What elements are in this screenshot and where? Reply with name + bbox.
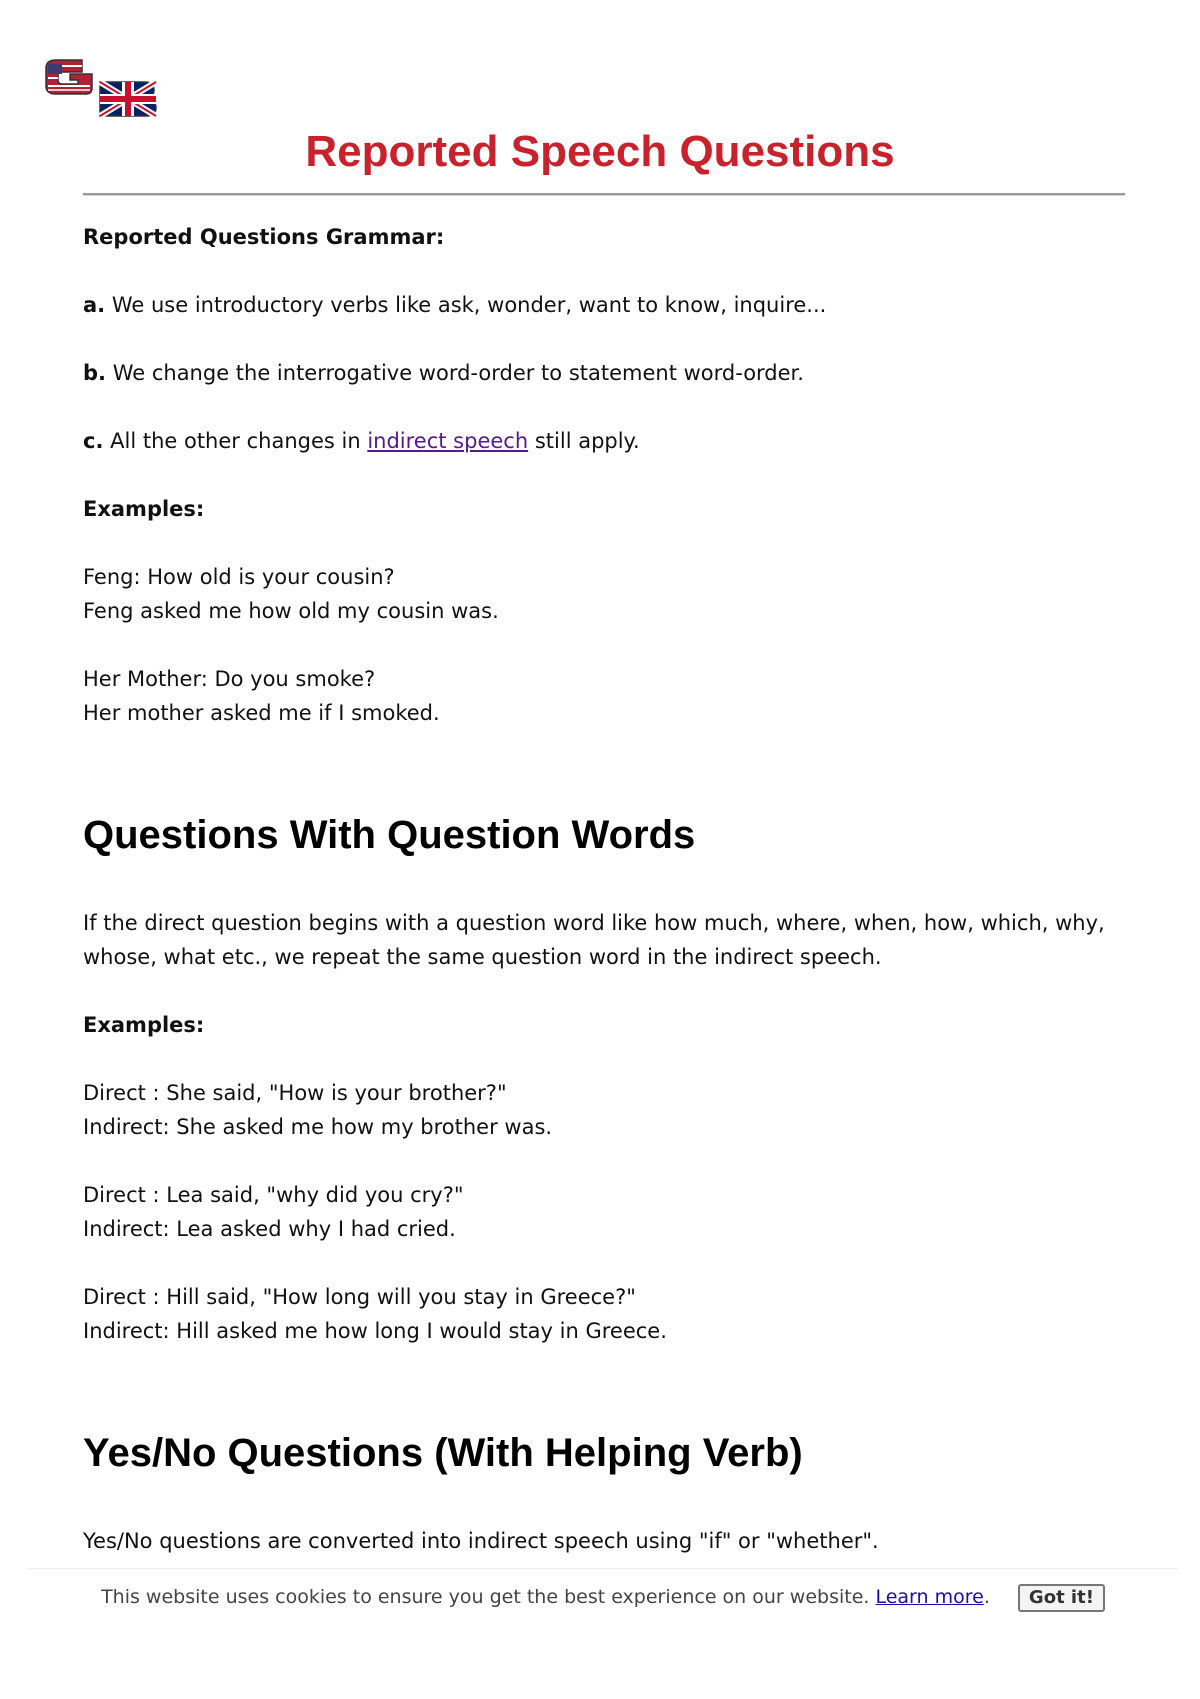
section-heading-yes-no: Yes/No Questions (With Helping Verb) bbox=[83, 1431, 803, 1475]
site-logo[interactable] bbox=[42, 58, 160, 118]
rule-b bbox=[83, 356, 1133, 390]
example-direct: Direct : Lea said, "why did you cry?" bbox=[83, 1183, 464, 1207]
rule-text: We use introductory verbs like ask, wonder, want to know, inquire... bbox=[111, 293, 827, 317]
gb-flag-logo-icon bbox=[42, 58, 160, 118]
grammar-heading: Reported Questions Grammar: bbox=[83, 225, 445, 249]
example-pair bbox=[83, 560, 1133, 628]
page-title: Reported Speech Questions bbox=[305, 127, 895, 176]
rule-marker: c. bbox=[83, 429, 104, 453]
got-it-button[interactable]: Got it! bbox=[1018, 1584, 1105, 1612]
cookie-banner bbox=[28, 1568, 1178, 1625]
example-direct: Feng: How old is your cousin? bbox=[83, 565, 395, 589]
cookie-message: This website uses cookies to ensure you get the best experience on our website. bbox=[101, 1586, 870, 1608]
cookie-dot: . bbox=[983, 1586, 990, 1608]
section-heading-question-words: Questions With Question Words bbox=[83, 813, 696, 857]
rule-marker: a. bbox=[83, 293, 106, 317]
article-content bbox=[83, 220, 1133, 1592]
indirect-speech-link[interactable]: indirect speech bbox=[367, 429, 529, 453]
example-indirect: Indirect: She asked me how my brother was. bbox=[83, 1115, 553, 1139]
learn-more-link[interactable]: Learn more bbox=[875, 1586, 984, 1608]
example-pair bbox=[83, 662, 1133, 730]
example-indirect: Her mother asked me if I smoked. bbox=[83, 701, 440, 725]
example-pair bbox=[83, 1076, 1133, 1144]
rule-text: We change the interrogative word-order to statement word-order. bbox=[112, 361, 804, 385]
example-indirect: Indirect: Hill asked me how long I would stay in Greece. bbox=[83, 1319, 667, 1343]
rule-a bbox=[83, 288, 1133, 322]
rule-text: still apply. bbox=[534, 429, 640, 453]
rule-text: All the other changes in bbox=[110, 429, 361, 453]
rule-c bbox=[83, 424, 1133, 458]
example-pair bbox=[83, 1280, 1133, 1348]
example-pair bbox=[83, 1178, 1133, 1246]
example-direct: Her Mother: Do you smoke? bbox=[83, 667, 376, 691]
examples-label: Examples: bbox=[83, 1013, 205, 1037]
example-indirect: Indirect: Lea asked why I had cried. bbox=[83, 1217, 456, 1241]
example-direct: Direct : She said, "How is your brother?" bbox=[83, 1081, 507, 1105]
rule-marker: b. bbox=[83, 361, 107, 385]
section-intro: Yes/No questions are converted into indirect speech using "if" or "whether". bbox=[83, 1529, 879, 1553]
example-direct: Direct : Hill said, "How long will you stay in Greece?" bbox=[83, 1285, 636, 1309]
section-intro: If the direct question begins with a question word like how much, where, when, how, which, why, whose, what etc., we repeat the same question word in the indirect speech. bbox=[83, 911, 1105, 969]
title-divider bbox=[83, 193, 1125, 196]
example-indirect: Feng asked me how old my cousin was. bbox=[83, 599, 499, 623]
examples-label: Examples: bbox=[83, 497, 205, 521]
